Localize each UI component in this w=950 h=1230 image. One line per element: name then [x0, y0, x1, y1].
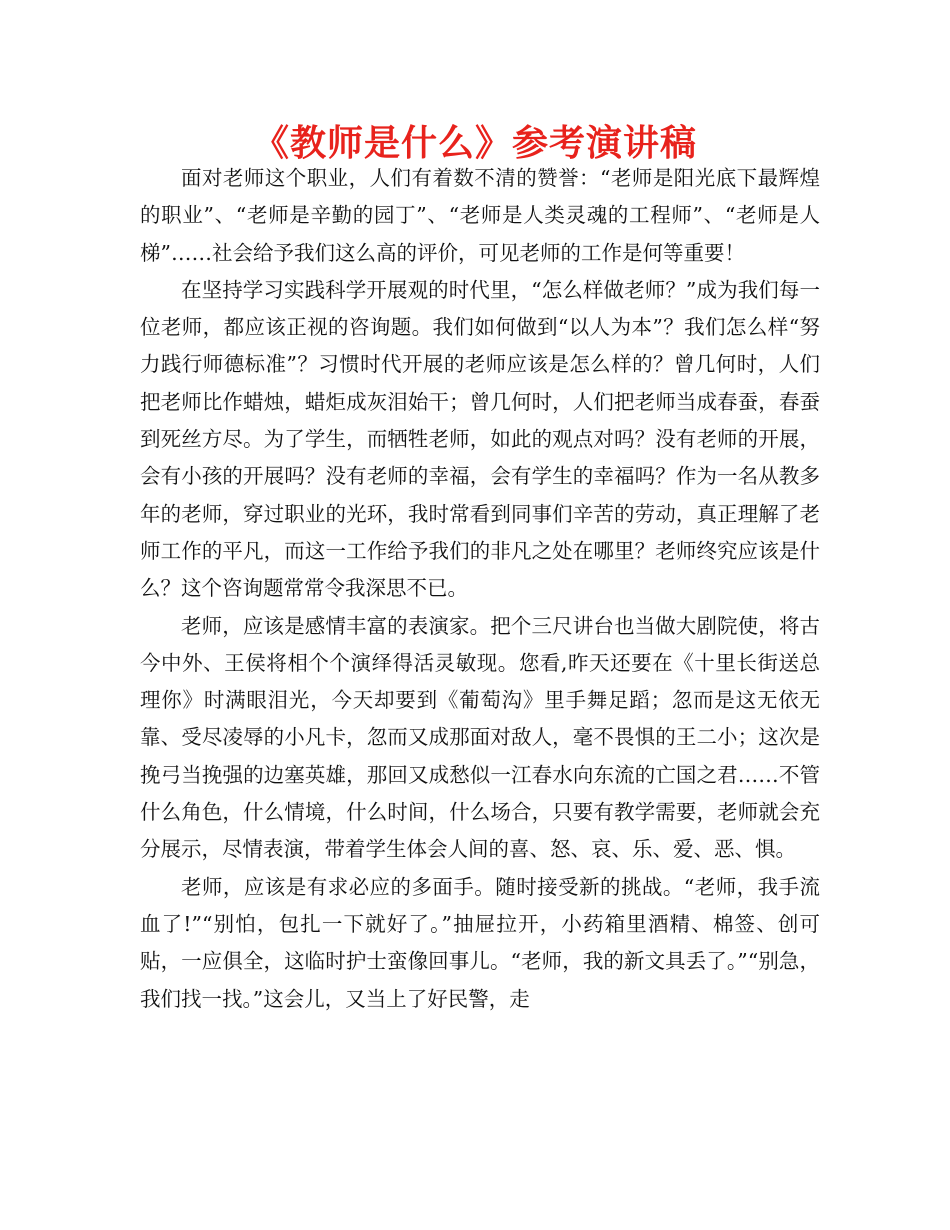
paragraph-4: 老师，应该是有求必应的多面手。随时接受新的挑战。“老师，我手流血了!”“别怕，包扎一下就好了。”抽屉拉开，小药箱里酒精、棉签、创可贴，一应俱全，这临时护士蛮像回事儿。“老师，我的新文具丢了。”“别急，我们找一找。”这会儿，又当上了好民警，走 — [140, 874, 820, 1011]
paragraph-1: 面对老师这个职业，人们有着数不清的赞誉：“老师是阳光底下最辉煌的职业”、“老师是辛勤的园丁”、“老师是人类灵魂的工程师”、“老师是人梯”……社会给予我们这么高的评价，可见老师的工作是何等重要！ — [140, 166, 820, 265]
document-title: 《教师是什么》参考演讲稿 — [252, 123, 697, 164]
paragraph-2: 在坚持学习实践科学开展观的时代里，“怎么样做老师？”成为我们每一位老师，都应该正视的咨询题。我们如何做到“以人为本”？我们怎么样“努力践行师德标准”？习惯时代开展的老师应该是怎么样的？曾几何时，人们把老师比作蜡烛，蜡炬成灰泪始干；曾几何时，人们把老师当成春蚕，春蚕到死丝方尽。为了学生，而牺牲老师，如此的观点对吗？没有老师的开展，会有小孩的开展吗？没有老师的幸福，会有学生的幸福吗？作为一名从教多年的老师，穿过职业的光环，我时常看到同事们辛苦的劳动，真正理解了老师工作的平凡，而这一工作给予我们的非凡之处在哪里？老师终究应该是什么？这个咨询题常常令我深思不已。 — [140, 277, 820, 601]
document-body — [140, 160, 820, 1018]
paragraph-3: 老师，应该是感情丰富的表演家。把个三尺讲台也当做大剧院使，将古今中外、王侯将相个个演绎得活灵敏现。您看,昨天还要在《十里长街送总理你》时满眼泪光，今天却要到《葡萄沟》里手舞足蹈；忽而是这无依无靠、受尽凌辱的小凡卡，忽而又成那面对敌人，毫不畏惧的王二小；这次是挽弓当挽强的边塞英雄，那回又成愁似一江春水向东流的亡国之君……不管什么角色，什么情境，什么时间，什么场合，只要有教学需要，老师就会充分展示，尽情表演，带着学生体会人间的喜、怒、哀、乐、爱、恶、惧。 — [140, 613, 820, 862]
